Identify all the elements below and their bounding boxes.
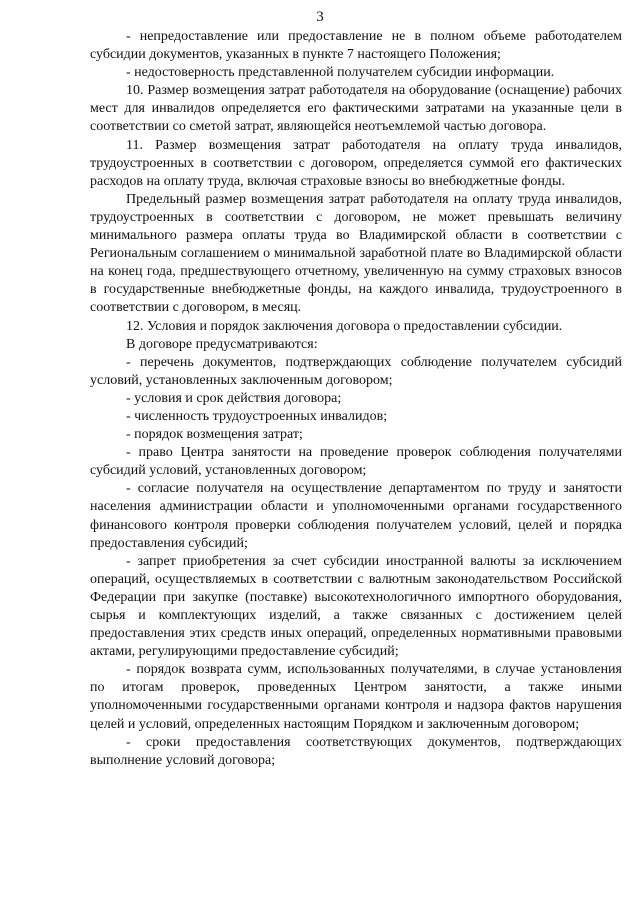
paragraph-item-10: 10. Размер возмещения затрат работодателя на оборудование (оснащение) рабочих мест для инвалидов определяется его фактическими затратами на указанные цели в соответствии со сметой затрат, являющейся неотъемлемой частью договора. (90, 83, 622, 135)
list-item-currency-ban: - запрет приобретения за счет субсидии иностранной валюты за исключением операций, осуществляемых в соответствии с валютным законодательством Российской Федерации при закупке (поставке) высокотехнологичного импортного оборудования, сырья и комплектующих изделий, а также связанных с достижением целей предоставления этих средств иных операций, определенных нормативными правовыми актами, регулирующими предоставление субсидий; (90, 553, 622, 660)
paragraph-max-reimbursement: Предельный размер возмещения затрат работодателя на оплату труда инвалидов, трудоустроенных в соответствии с договором, не может превышать величину минимального размера оплаты труда во Владимирской области в соответствии с Региональным соглашением о минимальной заработной плате во Владимирской области на конец года, предшествующего отчетному, увеличенную на сумму страховых взносов в государственные внебюджетные фонды, на каждого инвалида, трудоустроенного в соответствии с договором, в месяц. (90, 191, 622, 316)
document-body (90, 28, 622, 770)
list-item-reimbursement-procedure: - порядок возмещения затрат; (126, 427, 303, 443)
list-item-refund-procedure: - порядок возврата сумм, использованных получателями, в случае установления по итогам проверок, проведенных Центром занятости, а также иными уполномоченными государственными органами контроля и надзора фактов нарушения целей и условий, определенных настоящим Порядком и заключенным договором; (90, 662, 622, 732)
page-number: 3 (316, 9, 324, 25)
list-item-inspection-consent: - согласие получателя на осуществление департаментом по труду и занятости населения администрации области и уполномоченными органами государственного финансового контроля проверки соблюдения получателем условий, целей и порядка предоставления субсидий; (90, 481, 622, 551)
list-item-documents-list: - перечень документов, подтверждающих соблюдение получателем субсидий условий, установленных заключенным договором; (90, 354, 622, 388)
paragraph-unreliable-information: - недостоверность представленной получателем субсидии информации. (126, 65, 555, 81)
list-item-employee-count: - численность трудоустроенных инвалидов; (126, 408, 388, 424)
list-item-contract-terms: - условия и срок действия договора; (126, 390, 342, 406)
paragraph-contract-provides: В договоре предусматриваются: (126, 336, 318, 352)
paragraph-item-11: 11. Размер возмещения затрат работодателя на оплату труда инвалидов, трудоустроенных в соответствии с договором, определяется суммой его фактических расходов на оплату труда, включая страховые взносы во внебюджетные фонды. (90, 137, 622, 189)
paragraph-nonprovision-documents: - непредоставление или предоставление не в полном объеме работодателем субсидии документов, указанных в пункте 7 настоящего Положения; (90, 29, 622, 63)
list-item-document-deadlines: - сроки предоставления соответствующих документов, подтверждающих выполнение условий договора; (90, 734, 622, 768)
list-item-inspection-right: - право Центра занятости на проведение проверок соблюдения получателями субсидий условий, установленных договором; (90, 445, 622, 479)
paragraph-item-12: 12. Условия и порядок заключения договора о предоставлении субсидии. (126, 318, 563, 334)
